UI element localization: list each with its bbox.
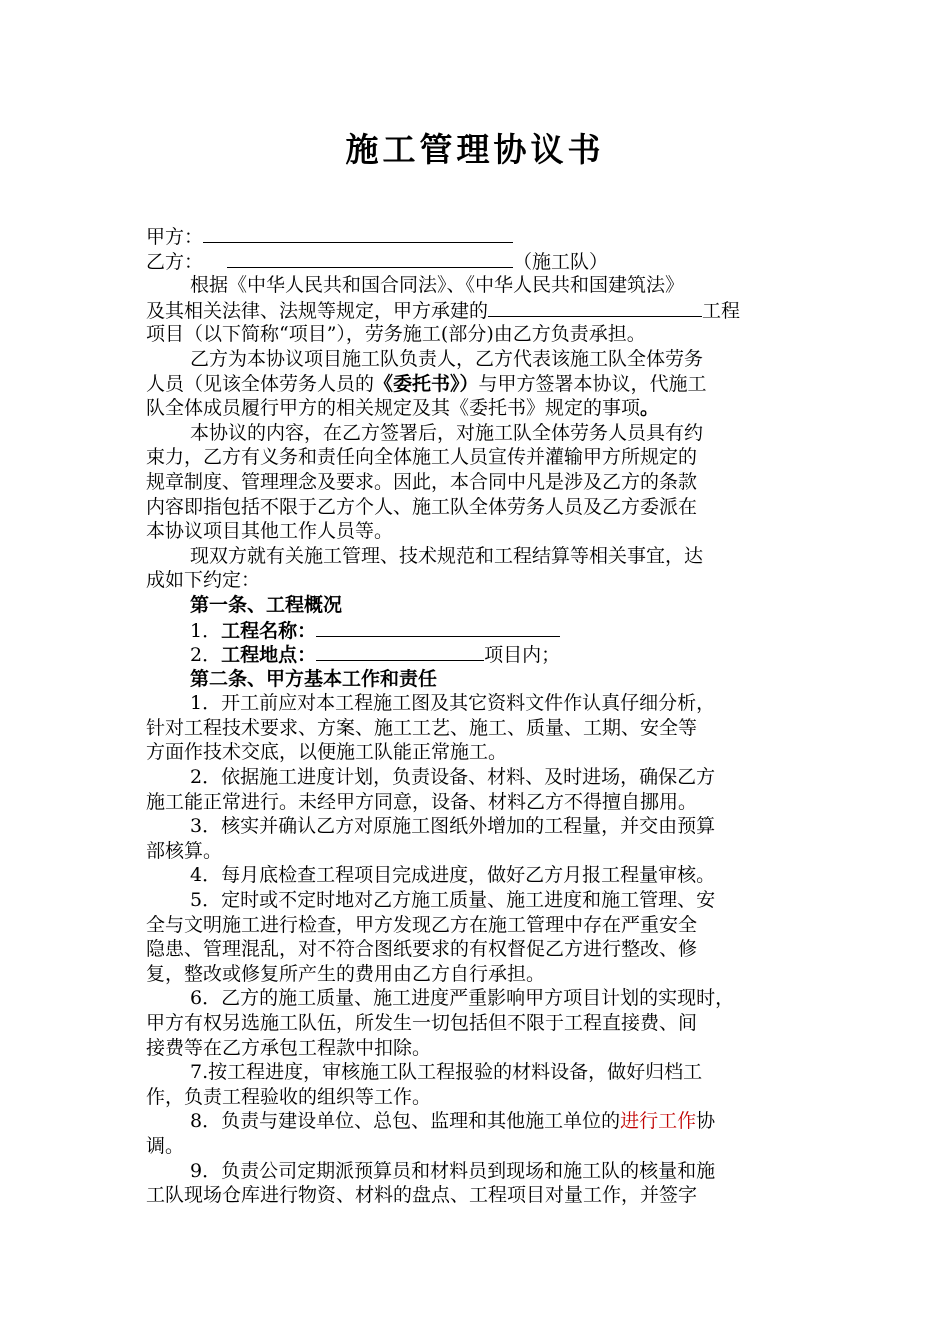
project-name-blank[interactable] [488,298,702,317]
paragraph-line: 1．开工前应对本工程施工图及其它资料文件作认真仔细分析， [190,692,716,715]
text-span-bold: 《委托书》） [374,372,479,395]
highlighted-text: 进行工作 [620,1110,697,1133]
party-b-blank[interactable] [227,249,513,268]
document-body [146,224,808,1208]
paragraph-line: 隐患、管理混乱，对不符合图纸要求的有权督促乙方进行整改、修 [146,938,698,961]
paragraph-line: 施工能正常进行。未经甲方同意，设备、材料乙方不得擅自挪用。 [146,790,698,813]
paragraph-line: 工队现场仓库进行物资、材料的盘点、工程项目对量工作，并签字 [146,1184,698,1207]
item-number: 2． [190,644,222,667]
project-name-label: 工程名称： [221,619,317,642]
paragraph-line: 成如下约定： [146,569,261,592]
text-span: 协 [696,1110,716,1133]
paragraph-line: 甲方有权另选施工队伍，所发生一切包括但不限于工程直接费、间 [146,1012,698,1034]
text-span: 及其相关法律、法规等规定，甲方承建的 [146,299,489,322]
paragraph-line: 内容即指包括不限于乙方个人、施工队全体劳务人员及乙方委派在 [146,495,698,518]
project-name-field[interactable] [316,618,560,637]
party-b-suffix: （施工队） [513,250,609,273]
article-2-heading: 第二条、甲方基本工作和责任 [190,667,438,690]
paragraph-line: 规章制度、管理理念及要求。因此，本合同中凡是涉及乙方的条款 [146,470,698,493]
paragraph-line [146,298,808,323]
paragraph-line: 部核算。 [146,839,223,862]
article-1-heading: 第一条、工程概况 [190,593,343,616]
document-title: 施工管理协议书 [345,130,605,169]
project-location-label: 工程地点： [221,644,317,667]
text-span: 与甲方签署本协议，代施工 [478,372,707,395]
text-span: 工程 [702,299,741,322]
paragraph-line: 全与文明施工进行检查，甲方发现乙方在施工管理中存在严重安全 [146,913,698,936]
paragraph-line: 本协议项目其他工作人员等。 [146,520,394,543]
paragraph-line: 调。 [146,1134,185,1157]
party-a-label: 甲方： [146,226,204,248]
party-b-label: 乙方： [146,250,204,273]
paragraph-line: 本协议的内容，在乙方签署后，对施工队全体劳务人员具有约 [190,421,704,444]
text-span: 8．负责与建设单位、总包、监理和其他施工单位的 [190,1110,621,1133]
paragraph-line [146,396,808,421]
paragraph-line: 5．定时或不定时地对乙方施工质量、施工进度和施工管理、安 [190,889,716,912]
paragraph-line: 9．负责公司定期派预算员和材料员到现场和施工队的核量和施 [190,1159,716,1182]
paragraph-line: 6．乙方的施工质量、施工进度严重影响甲方项目计划的实现时， [190,987,735,1010]
paragraph-line: 束力，乙方有义务和责任向全体施工人员宣传并灌输甲方所规定的 [146,446,698,469]
project-name-line [146,618,808,643]
text-span: 人员（见该全体劳务人员的 [146,372,375,395]
paragraph-line: 针对工程技术要求、方案、施工工艺、施工、质量、工期、安全等 [146,716,698,739]
paragraph-line [146,372,808,397]
paragraph-line: 2．依据施工进度计划，负责设备、材料、及时进场，确保乙方 [190,766,716,789]
party-a-line [146,224,808,249]
text-span-bold: 。 [640,397,660,420]
party-b-line [146,249,808,274]
paragraph-line: 3．核实并确认乙方对原施工图纸外增加的工程量，并交由预算 [190,815,716,838]
item-number: 1． [190,619,222,642]
paragraph-line: 乙方为本协议项目施工队负责人，乙方代表该施工队全体劳务 [190,347,704,370]
project-location-line [146,642,808,667]
paragraph-line: 复，整改或修复所产生的费用由乙方自行承担。 [146,962,546,985]
text-span: 队全体成员履行甲方的相关规定及其《委托书》规定的事项 [146,397,641,420]
paragraph-line: 根据《中华人民共和国合同法》、《中华人民共和国建筑法》 [190,274,685,297]
paragraph-line: 7.按工程进度，审核施工队工程报验的材料设备，做好归档工 [190,1061,703,1084]
paragraph-line: 项目（以下简称“项目”），劳务施工(部分)由乙方负责承担。 [146,323,646,346]
paragraph-line: 方面作技术交底，以便施工队能正常施工。 [146,741,508,764]
paragraph-line: 现双方就有关施工管理、技术规范和工程结算等相关事宜，达 [190,544,704,567]
text-span: 项目内； [484,644,561,667]
paragraph-line [146,1109,808,1134]
project-location-field[interactable] [316,642,484,661]
paragraph-line: 接费等在乙方承包工程款中扣除。 [146,1036,432,1059]
paragraph-line: 作，负责工程验收的组织等工作。 [146,1085,432,1108]
paragraph-line: 4．每月底检查工程项目完成进度，做好乙方月报工程量审核。 [190,864,716,887]
party-a-blank[interactable] [203,224,513,243]
